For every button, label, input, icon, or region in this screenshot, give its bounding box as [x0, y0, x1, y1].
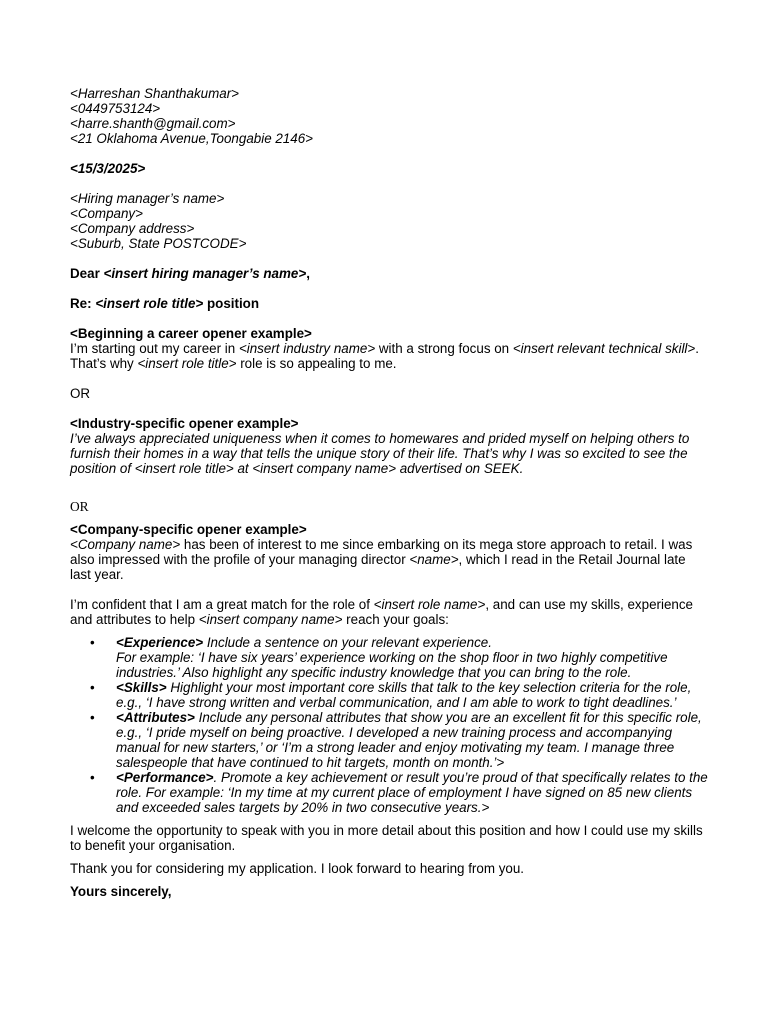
bullet-icon: • — [90, 770, 95, 785]
opener3-heading: <Company-specific opener example> — [70, 522, 307, 537]
recipient-block — [70, 191, 710, 251]
letter-date: <15/3/2025> — [70, 161, 146, 176]
bullet-icon: • — [90, 680, 95, 695]
opener2-paragraph: I’ve always appreciated uniqueness when it comes to homewares and prided myself on helping others to furnish their homes in a way that tells the unique story of their life. That’s why I was so excited to see the position of <insert role title> at <insert company name> advertised on SEEK. — [70, 431, 690, 476]
sender-email: <harre.shanth@gmail.com> — [70, 116, 236, 131]
sender-phone: <0449753124> — [70, 101, 161, 116]
bullet-label: <Attributes> — [116, 710, 195, 725]
sender-block — [70, 86, 710, 146]
list-item: • <Attributes> Include any personal attributes that show you are an excellent fit for this specific role, e.g., ‘I pride myself on being proactive. I developed a new training process and accompanying manual for new starters,’ or ‘I’m a strong leader and enjoy motivating my team. I manage three salespeople that have continued to hit targets, month on month.’> — [90, 710, 702, 770]
list-item: • <Skills> Highlight your most important core skills that talk to the key selection criteria for the role, e.g., ‘I have strong written and verbal communication, and I am able to work to tight deadlines.’ — [90, 680, 692, 710]
skills-list — [70, 635, 710, 815]
list-item: • <Performance>. Promote a key achievement or result you’re proud of that specifically relates to the role. For example: ‘In my time at my current place of employment I have signed on 85 new clients and exceeded sales targets by 20% in two consecutive years.> — [90, 770, 708, 815]
bullet-icon: • — [90, 635, 95, 650]
sender-name: <Harreshan Shanthakumar> — [70, 86, 239, 101]
bullet-label: <Skills> — [116, 680, 167, 695]
bullet-extra: For example: ‘I have six years’ experience working on the shop floor in two highly competitive industries.’ Also highlight any specific industry knowledge that you can bring to the role. — [116, 650, 668, 680]
opener1-paragraph: I’m starting out my career in <insert industry name> with a strong focus on <insert relevant technical skill>. That’s why <insert role title> role is so appealing to me. — [70, 341, 699, 371]
recipient-company: <Company> — [70, 206, 143, 221]
re-line: Re: <insert role title> position — [70, 296, 260, 311]
signoff: Yours sincerely, — [70, 884, 172, 899]
opener1-heading: <Beginning a career opener example> — [70, 326, 312, 341]
or-divider-2: OR — [70, 499, 89, 514]
closing-paragraph-2: Thank you for considering my application. I look forward to hearing from you. — [70, 861, 525, 876]
bullet-label: <Experience> — [116, 635, 204, 650]
recipient-suburb: <Suburb, State POSTCODE> — [70, 236, 247, 251]
cover-letter — [70, 86, 710, 899]
bullet-icon: • — [90, 710, 95, 725]
or-divider-1: OR — [70, 386, 91, 401]
bullet-label: <Performance> — [116, 770, 214, 785]
recipient-address: <Company address> — [70, 221, 195, 236]
match-paragraph: I’m confident that I am a great match for the role of <insert role name>, and can use my skills, experience and attributes to help <insert company name> reach your goals: — [70, 597, 693, 627]
opener3-paragraph: <Company name> has been of interest to me since embarking on its mega store approach to retail. I was also impressed with the profile of your managing director <name>, which I read in the Retail Journal late last year. — [70, 537, 693, 582]
list-item: • <Experience> Include a sentence on your relevant experience. For example: ‘I have six years’ experience working on the shop floor in two highly competitive industries.’ Also highlight any specific industry knowledge that you can bring to the role. — [70, 635, 710, 680]
sender-address: <21 Oklahoma Avenue,Toongabie 2146> — [70, 131, 313, 146]
salutation: Dear <insert hiring manager’s name>, — [70, 266, 310, 281]
recipient-manager: <Hiring manager’s name> — [70, 191, 225, 206]
closing-paragraph-1: I welcome the opportunity to speak with you in more detail about this position and how I could use my skills to benefit your organisation. — [70, 823, 703, 853]
opener2-heading: <Industry-specific opener example> — [70, 416, 299, 431]
